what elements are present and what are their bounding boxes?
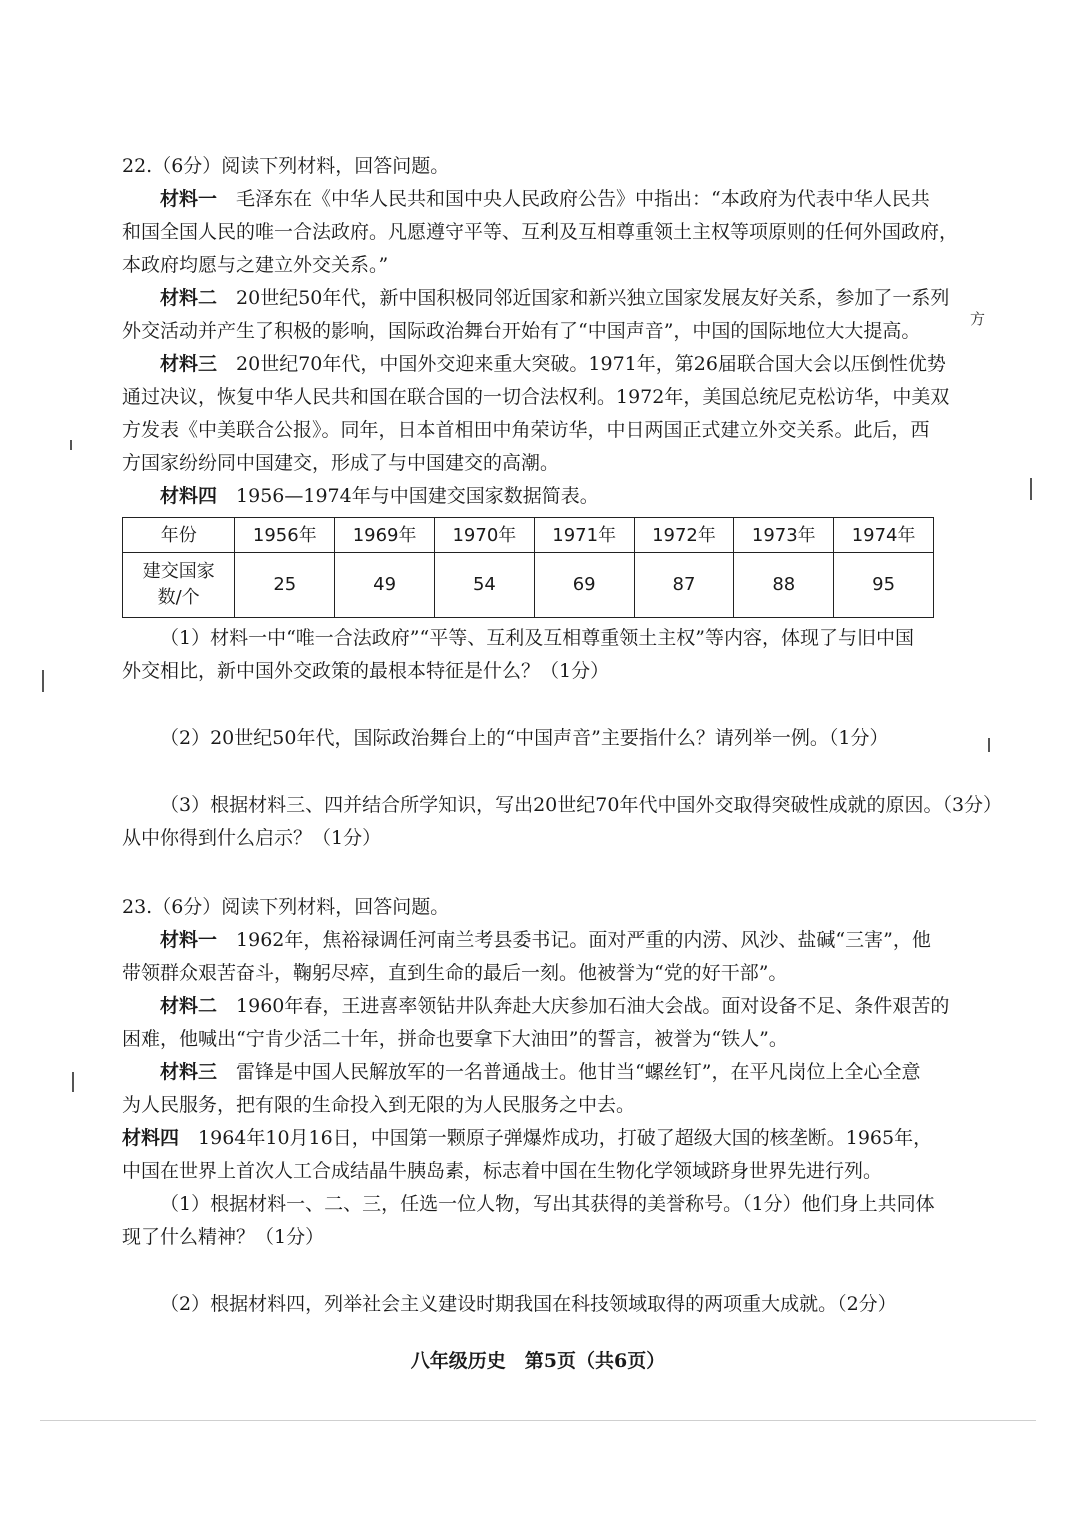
q23-m2-line2: 困难，他喊出“宁肯少活二十年，拼命也要拿下大油田”的誓言，被誉为“铁人”。 xyxy=(122,1028,788,1050)
table-year-cell: 1974年 xyxy=(834,518,934,553)
q23-m4-line1: 1964年10月16日，中国第一颗原子弹爆炸成功，打破了超级大国的核垄断。1965年， xyxy=(198,1127,933,1149)
table-count-cell: 54 xyxy=(435,553,535,618)
q22-m4-line1: 1956—1974年与中国建交国家数据简表。 xyxy=(236,485,599,507)
table-row-label xyxy=(123,553,235,618)
q23-m1-label: 材料一 xyxy=(160,929,218,951)
q22-m3-line2: 通过决议，恢复中华人民共和国在联合国的一切合法权利。1972年，美国总统尼克松访华，中美双 xyxy=(122,386,950,408)
table-row-label-2: 数/个 xyxy=(157,587,200,608)
q22-m3-line1: 20世纪70年代，中国外交迎来重大突破。1971年，第26届联合国大会以压倒性优势 xyxy=(236,353,946,375)
table-count-cell: 88 xyxy=(734,553,834,618)
scan-mark xyxy=(988,738,990,752)
scan-mark xyxy=(42,670,44,692)
scan-mark xyxy=(72,1072,74,1092)
q23-m4-line2: 中国在世界上首次人工合成结晶牛胰岛素，标志着中国在生物化学领域跻身世界先进行列。 xyxy=(122,1160,883,1182)
q22-material-3 xyxy=(122,348,1002,381)
table-count-cell: 87 xyxy=(634,553,734,618)
q23-m1-line2: 带领群众艰苦奋斗，鞠躬尽瘁，直到生命的最后一刻。他被誉为“党的好干部”。 xyxy=(122,962,788,984)
table-year-cell: 1973年 xyxy=(734,518,834,553)
q22-material-4 xyxy=(122,480,1002,513)
q22-m3-line4: 方国家纷纷同中国建交，形成了与中国建交的高潮。 xyxy=(122,452,560,474)
table-year-cell: 1969年 xyxy=(335,518,435,553)
table-year-cell: 1972年 xyxy=(634,518,734,553)
table-count-cell: 69 xyxy=(534,553,634,618)
q23-m1-line1: 1962年，焦裕禄调任河南兰考县委书记。面对严重的内涝、风沙、盐碱“三害”，他 xyxy=(236,929,931,951)
q22-sub3-line2: 从中你得到什么启示？（1分） xyxy=(122,827,382,849)
table-row-label-1: 建交国家 xyxy=(142,561,215,582)
q22-material-2 xyxy=(122,282,1002,315)
q22-sub1-line1: （1）材料一中“唯一合法政府”“平等、互利及互相尊重领土主权”等内容，体现了与旧中国 xyxy=(160,627,914,649)
q23-m2-label: 材料二 xyxy=(160,995,218,1017)
q23-sub2-line1: （2）根据材料四，列举社会主义建设时期我国在科技领域取得的两项重大成就。（2分） xyxy=(160,1293,897,1315)
q22-m2-line1: 20世纪50年代，新中国积极同邻近国家和新兴独立国家发展友好关系，参加了一系列 xyxy=(236,287,950,309)
margin-note: 方 xyxy=(970,310,986,328)
q22-sub2-line1: （2）20世纪50年代，国际政治舞台上的“中国声音”主要指什么？请列举一例。（1分） xyxy=(160,727,889,749)
page-content xyxy=(122,150,1002,1321)
scan-mark xyxy=(70,440,72,450)
diplomacy-data-table xyxy=(122,517,934,618)
q23-m2-line1: 1960年春，王进喜率领钻井队奔赴大庆参加石油大会战。面对设备不足、条件艰苦的 xyxy=(236,995,950,1017)
q22-sub3-line1: （3）根据材料三、四并结合所学知识，写出20世纪70年代中国外交取得突破性成就的原因。（3分） xyxy=(160,794,1003,816)
q23-material-3 xyxy=(122,1056,1002,1089)
q22-material-1 xyxy=(122,183,1002,216)
table-header-label: 年份 xyxy=(123,518,235,553)
table-year-cell: 1971年 xyxy=(534,518,634,553)
page-footer: 八年级历史 第5页（共6页） xyxy=(410,1350,666,1372)
q23-m3-label: 材料三 xyxy=(160,1061,218,1083)
q23-m3-line2: 为人民服务，把有限的生命投入到无限的为人民服务之中去。 xyxy=(122,1094,636,1116)
q23-title: 23.（6分）阅读下列材料，回答问题。 xyxy=(122,896,450,918)
table-count-cell: 25 xyxy=(235,553,335,618)
q23-material-1 xyxy=(122,924,1002,957)
q22-sub1-line2: 外交相比，新中国外交政策的最根本特征是什么？（1分） xyxy=(122,660,610,682)
q23-material-4 xyxy=(122,1122,1002,1155)
q22-m3-line3: 方发表《中美联合公报》。同年，日本首相田中角荣访华，中日两国正式建立外交关系。此后，西 xyxy=(122,419,930,441)
q22-m2-line2: 外交活动并产生了积极的影响，国际政治舞台开始有了“中国声音”，中国的国际地位大大提高。 xyxy=(122,320,921,342)
table-count-cell: 49 xyxy=(335,553,435,618)
q22-m4-label: 材料四 xyxy=(160,485,218,507)
q22-title: 22.（6分）阅读下列材料，回答问题。 xyxy=(122,155,450,177)
q22-m1-line1: 毛泽东在《中华人民共和国中央人民政府公告》中指出：“本政府为代表中华人民共 xyxy=(236,188,930,210)
exam-page xyxy=(40,110,1036,1421)
table-header-row xyxy=(123,518,934,553)
q22-m3-label: 材料三 xyxy=(160,353,218,375)
q22-m1-label: 材料一 xyxy=(160,188,218,210)
q23-material-2 xyxy=(122,990,1002,1023)
table-year-cell: 1970年 xyxy=(435,518,535,553)
q23-sub1-line2: 现了什么精神？（1分） xyxy=(122,1226,325,1248)
table-value-row xyxy=(123,553,934,618)
q22-m1-line2: 和国全国人民的唯一合法政府。凡愿遵守平等、互利及互相尊重领土主权等项原则的任何外国政府， xyxy=(122,221,959,243)
q23-m3-line1: 雷锋是中国人民解放军的一名普通战士。他甘当“螺丝钉”，在平凡岗位上全心全意 xyxy=(236,1061,921,1083)
q23-sub1-line1: （1）根据材料一、二、三，任选一位人物，写出其获得的美誉称号。（1分）他们身上共同体 xyxy=(160,1193,935,1215)
table-year-cell: 1956年 xyxy=(235,518,335,553)
q22-m2-label: 材料二 xyxy=(160,287,218,309)
q23-m4-label: 材料四 xyxy=(122,1127,180,1149)
scan-mark xyxy=(1030,478,1032,500)
q22-m1-line3: 本政府均愿与之建立外交关系。” xyxy=(122,254,389,276)
table-count-cell: 95 xyxy=(834,553,934,618)
